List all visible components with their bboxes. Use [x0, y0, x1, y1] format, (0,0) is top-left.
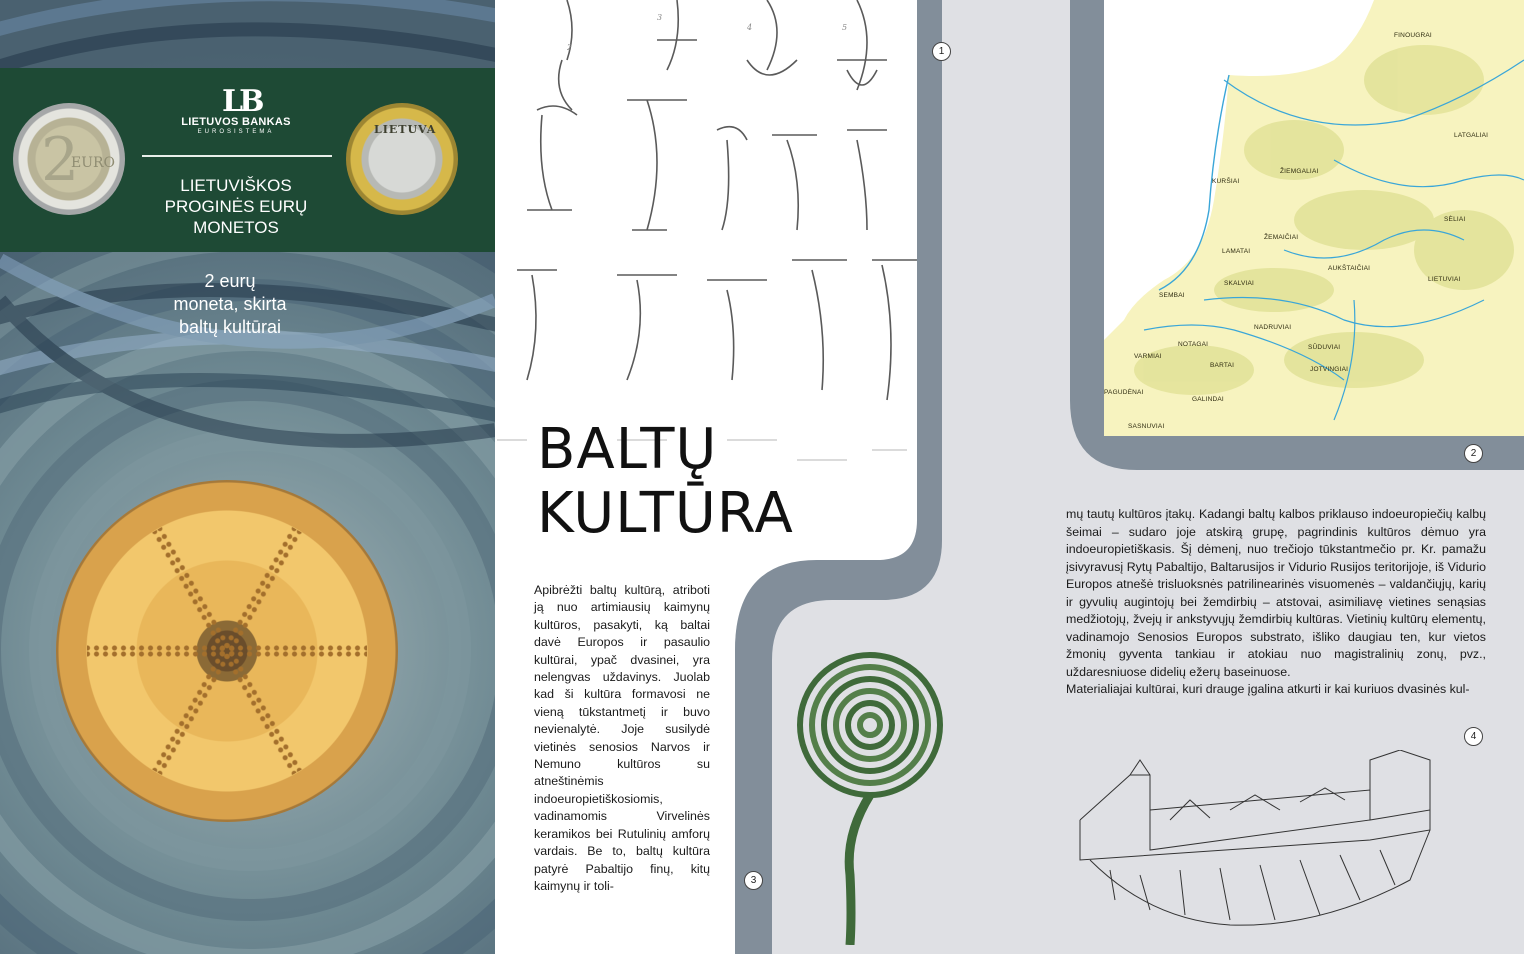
brochure-cover: [0, 0, 495, 954]
fibula-number: 5: [842, 23, 848, 32]
figure-number-badge: 2: [1464, 444, 1483, 463]
body-paragraph: Materialiajai kultūrai, kuri drauge įgalina atkurti ir kai kuriuos dvasinės kul-: [1066, 682, 1470, 696]
coin-country-word: LIETUVA: [374, 123, 437, 136]
map-label: ŽIEMGALIAI: [1280, 168, 1319, 175]
map-label: NOTAGAI: [1178, 341, 1209, 348]
map-label: BARTAI: [1210, 362, 1235, 369]
coin-euro-word: EURO: [71, 155, 116, 171]
map-label: SKALVIAI: [1224, 280, 1255, 287]
map-label: SASNUVIAI: [1128, 423, 1165, 430]
map-label: SĖLIAI: [1444, 216, 1466, 223]
fibula-number: 2: [567, 43, 573, 52]
amulet-dot-row: [152, 527, 232, 654]
amulet-dot-row: [222, 648, 302, 775]
map-label: SEMBAI: [1159, 292, 1185, 299]
map-label: PAGUDĖNAI: [1104, 389, 1144, 396]
bronze-spiral-pin-image: [790, 645, 960, 945]
map-label: FINOUGRAI: [1394, 32, 1432, 39]
bank-subtitle: EUROSISTEMA: [197, 129, 275, 135]
figure-number-badge: 3: [744, 871, 763, 890]
figure-number-badge: 4: [1464, 727, 1483, 746]
body-text-column: [1066, 506, 1486, 699]
amber-amulet-image: [56, 480, 398, 822]
body-paragraph: mų tautų kultūros įtakų. Kadangi baltų kalbos priklauso indoeuropiečių kalbų šeimai – sudaro joje atskirą grupę, pagrindinis kultūros dėmuo yra indoeuropietiškasis. Šį dėmenį, nuo trečiojo tūkstantmečio pr. Kr. pamažu įsivyravusį Rytų Pabaltijo, Baltarusijos ir Vidurio Rusijos teritorijoje, iš Vidurio Europos atnešė trisluoksnės patrilinearinės visuomenės – valdančiųjų, karių ir gyvulių augintojų bei žemdirbių – atstovai, asimiliavę vietines senąsias medžiotojų, žvejų ir ankstyvųjų žemdirbių kultūras. Vietinių kultūrų elementų, vadinamojo Senosios Europos substrato, išliko daugiau ten, kur vietos žmonių gyventa tankiau ir atokiau nuo magistralinių zonų, pvz., uždaresniuose didelių ežerų baseinuose.: [1066, 507, 1486, 679]
map-label: KURŠIAI: [1212, 178, 1240, 185]
amulet-dot-row: [222, 527, 302, 654]
fibula-number: 3: [657, 13, 663, 22]
coin-subtitle: 2 eurų moneta, skirta baltų kultūrai: [173, 271, 287, 337]
map-label: SŪDUVIAI: [1308, 344, 1341, 351]
map-label: VARMIAI: [1134, 353, 1162, 360]
baltic-tribes-map: [1104, 0, 1524, 436]
amulet-dot-row: [152, 648, 232, 775]
fibula-number: 4: [747, 23, 753, 32]
map-label: AUKŠTAIČIAI: [1328, 265, 1371, 272]
map-label: LAMATAI: [1222, 248, 1251, 255]
series-title: LIETUVIŠKOS PROGINĖS EURŲ MONETOS: [164, 176, 308, 237]
map-label: GALINDAI: [1192, 396, 1224, 403]
map-label: LIETUVIAI: [1428, 276, 1461, 283]
bank-name: LIETUVOS BANKAS: [181, 116, 291, 128]
title-divider: [142, 155, 332, 157]
two-euro-coin-national-side: [346, 103, 458, 215]
page-title: [537, 418, 794, 546]
page-title-line: KULTŪRA: [537, 481, 794, 546]
map-label: LATGALIAI: [1454, 132, 1489, 139]
map-label: NADRUVIAI: [1254, 324, 1292, 331]
map-label: ŽEMAIČIAI: [1264, 234, 1299, 241]
amulet-dot-row: [227, 645, 367, 657]
amulet-dot-row: [87, 645, 227, 657]
hillfort-drawing: [1070, 750, 1450, 930]
intro-paragraph: Apibrėžti baltų kultūrą, atriboti ją nuo artimiausių kaimynų kultūros, pasakyti, ką baltai davė Europos ir pasaulio kultūrai, ypač dvasinei, yra nelengvas uždavinys. Juolab kad ši kultūra formavosi ne vieną tūkstantmetį ir buvo nevienalytė. Joje susilydė vietinės senosios Narvos ir Nemuno kultūros su atneštinėmis indoeuropietiškosiomis, vadinamomis Virvelinės keramikos bei Rutulinių amforų vardais. Be to, baltų kultūra patyrė Pabaltijo finų, kitų kaimynų ir toli-: [534, 583, 710, 893]
coin-value: 2: [41, 125, 80, 195]
figure-number-badge: 1: [932, 42, 951, 61]
two-euro-coin-common-side: [13, 103, 125, 215]
bank-logo-icon: LB: [222, 84, 261, 119]
map-label: JOTVINGIAI: [1310, 366, 1349, 373]
page-title-line: BALTŲ: [537, 417, 718, 482]
